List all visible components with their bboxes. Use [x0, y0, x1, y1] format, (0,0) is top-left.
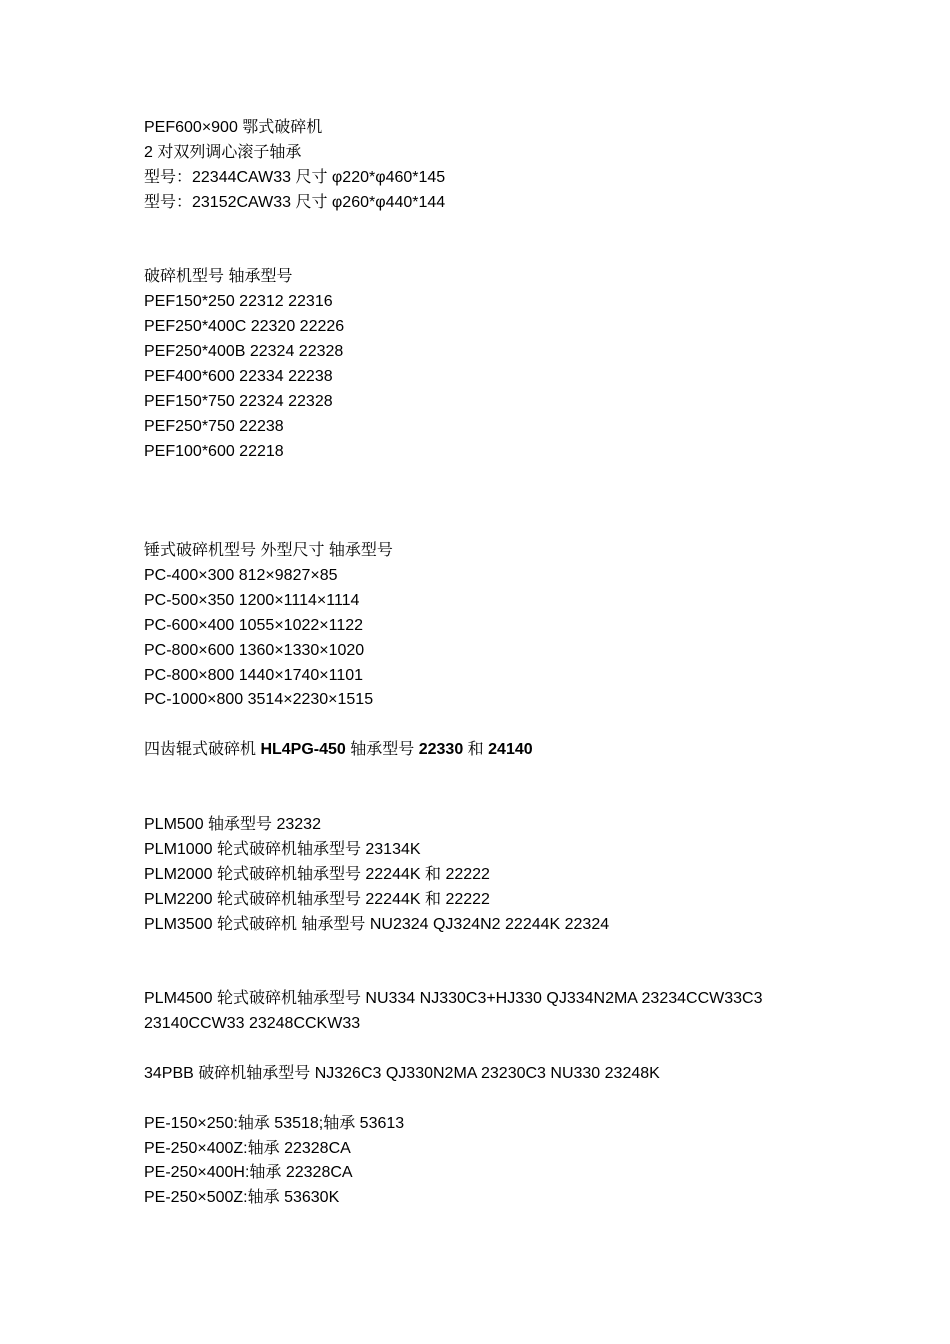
blank-line — [144, 1037, 824, 1062]
blank-line — [144, 962, 824, 987]
blank-line — [144, 489, 824, 514]
blank-line — [144, 216, 824, 241]
table-row: PLM2000 轮式破碎机轴承型号 22244K 和 22222 — [144, 865, 490, 883]
table-row: PEF250*400C 22320 22226 — [144, 318, 345, 336]
table-row: PC-1000×800 3514×2230×1515 — [144, 691, 374, 709]
blank-line — [144, 1087, 824, 1112]
table-row: PC-600×400 1055×1022×1122 — [144, 616, 364, 634]
table-row: PE-250×400Z:轴承 22328CA — [144, 1139, 351, 1157]
table-row: PEF100*600 22218 — [144, 442, 284, 460]
table-row: PC-500×350 1200×1114×1114 — [144, 591, 360, 609]
table-row: PE-250×400H:轴承 22328CA — [144, 1164, 353, 1182]
pbb34-line: 34PBB 破碎机轴承型号 NJ326C3 QJ330N2MA 23230C3 NU330 23248K — [144, 1064, 660, 1082]
four-roll-line — [144, 738, 824, 763]
four-roll-and: 和 — [463, 741, 489, 759]
blank-line — [144, 937, 824, 962]
blank-line — [144, 240, 824, 265]
blank-line — [144, 763, 824, 788]
table-row: PLM3500 轮式破碎机 轴承型号 NU2324 QJ324N2 22244K 22324 — [144, 915, 610, 933]
table-row: PE-250×500Z:轴承 53630K — [144, 1189, 340, 1207]
table-row: PC-400×300 812×9827×85 — [144, 567, 338, 585]
table-row: PLM2200 轮式破碎机轴承型号 22244K 和 22222 — [144, 890, 490, 908]
text-line: PEF600×900 鄂式破碎机 — [144, 119, 323, 136]
blank-line — [144, 713, 824, 738]
blank-line — [144, 788, 824, 813]
four-roll-model: HL4PG-450 — [260, 741, 346, 759]
text-line: 2 对双列调心滚子轴承 — [144, 143, 302, 161]
table-header: 破碎机型号 轴承型号 — [144, 268, 293, 286]
text-line: 型号：22344CAW33 尺寸 φ220*φ460*145 — [144, 168, 446, 186]
table-row: PLM1000 轮式破碎机轴承型号 23134K — [144, 840, 421, 858]
four-roll-mid: 轴承型号 — [345, 741, 419, 759]
table-row: PEF250*750 22238 — [144, 417, 284, 435]
four-roll-bearing-2: 24140 — [488, 741, 533, 759]
table-row: PC-800×800 1440×1740×1101 — [144, 666, 364, 684]
table-header: 锤式破碎机型号 外型尺寸 轴承型号 — [144, 542, 393, 560]
table-row: PE-150×250:轴承 53518;轴承 53613 — [144, 1114, 405, 1132]
blank-line — [144, 514, 824, 539]
table-row: PEF150*250 22312 22316 — [144, 293, 333, 311]
table-row: PEF150*750 22324 22328 — [144, 392, 333, 410]
table-row: PEF250*400B 22324 22328 — [144, 343, 344, 361]
four-roll-prefix: 四齿辊式破碎机 — [144, 741, 261, 759]
table-row: PEF400*600 22334 22238 — [144, 367, 333, 385]
table-row: PC-800×600 1360×1330×1020 — [144, 641, 365, 659]
text-line: 型号：23152CAW33 尺寸 φ260*φ440*144 — [144, 193, 446, 211]
table-row: PLM500 轴承型号 23232 — [144, 815, 321, 833]
plm4500-paragraph: PLM4500 轮式破碎机轴承型号 NU334 NJ330C3+HJ330 QJ334N2MA 23234CCW33C3 23140CCW33 23248CCKW33 — [144, 990, 763, 1033]
blank-line — [144, 464, 824, 489]
document-body — [144, 116, 824, 1211]
four-roll-bearing-1: 22330 — [418, 741, 464, 759]
